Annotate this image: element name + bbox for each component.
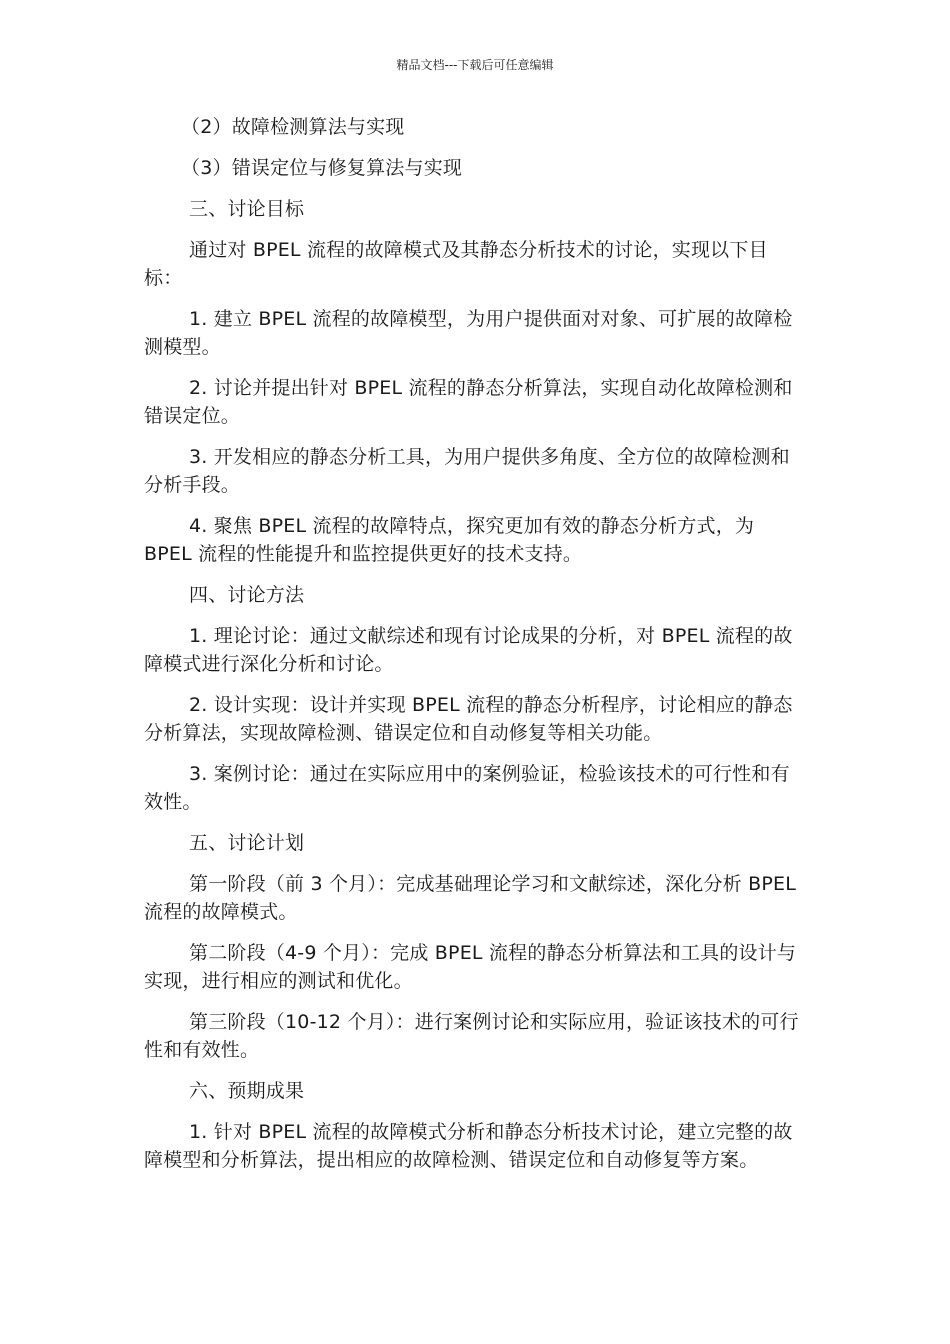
outcome-item-1: 1. 针对 BPEL 流程的故障模式分析和静态分析技术讨论，建立完整的故障模型和分析算法，提出相应的故障检测、错误定位和自动修复等方案。 [144, 1121, 793, 1171]
page-header: 精品文档---下载后可任意编辑 [396, 58, 554, 72]
plan-phase-3: 第三阶段（10-12 个月）：进行案例讨论和实际应用，验证该技术的可行性和有效性。 [144, 1011, 799, 1061]
objectives-intro: 通过对 BPEL 流程的故障模式及其静态分析技术的讨论，实现以下目标： [144, 239, 768, 289]
method-item-2: 2. 设计实现：设计并实现 BPEL 流程的静态分析程序，讨论相应的静态分析算法，实现故障检测、错误定位和自动修复等相关功能。 [144, 694, 793, 744]
plan-phase-2: 第二阶段（4-9 个月）：完成 BPEL 流程的静态分析算法和工具的设计与实现，进行相应的测试和优化。 [144, 942, 797, 992]
section-heading-plan: 五、讨论计划 [189, 832, 305, 854]
section-heading-methods: 四、讨论方法 [189, 584, 305, 606]
method-item-1: 1. 理论讨论：通过文献综述和现有讨论成果的分析，对 BPEL 流程的故障模式进行深化分析和讨论。 [144, 625, 793, 675]
plan-phase-1: 第一阶段（前 3 个月）：完成基础理论学习和文献综述，深化分析 BPEL 流程的故障模式。 [144, 873, 796, 923]
document-body [144, 113, 804, 1187]
objective-item-3: 3. 开发相应的静态分析工具，为用户提供多角度、全方位的故障检测和分析手段。 [144, 446, 790, 496]
objective-item-1: 1. 建立 BPEL 流程的故障模型，为用户提供面对对象、可扩展的故障检测模型。 [144, 308, 793, 358]
list-item-error-localization: （3）错误定位与修复算法与实现 [181, 157, 463, 179]
objective-item-4: 4. 聚焦 BPEL 流程的故障特点，探究更加有效的静态分析方式，为 BPEL 流程的性能提升和监控提供更好的技术支持。 [144, 515, 755, 565]
section-heading-outcomes: 六、预期成果 [189, 1080, 305, 1102]
objective-item-2: 2. 讨论并提出针对 BPEL 流程的静态分析算法，实现自动化故障检测和错误定位。 [144, 377, 793, 427]
section-heading-objectives: 三、讨论目标 [189, 198, 305, 220]
list-item-fault-detection: （2）故障检测算法与实现 [181, 116, 405, 138]
method-item-3: 3. 案例讨论：通过在实际应用中的案例验证，检验该技术的可行性和有效性。 [144, 763, 790, 813]
